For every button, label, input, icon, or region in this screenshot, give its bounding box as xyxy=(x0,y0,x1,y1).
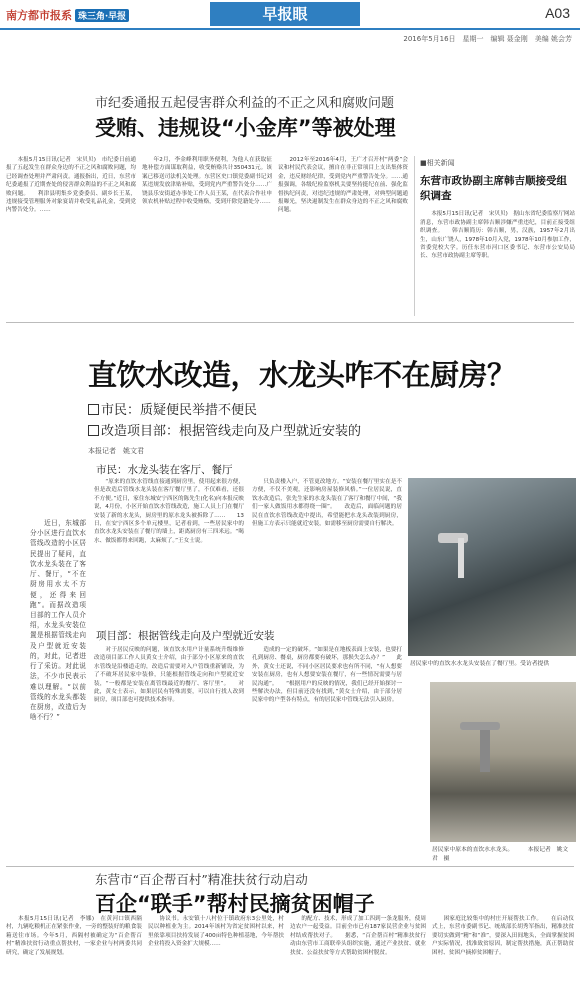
story2-col3: 对于居民反映的问题，该直饮水用户计量系统升级维修改造项目部工作人员黄女士介绍，由于部分小区原来的直饮水管线是沿楼道走的，改造后需要对入户管线重新铺设，为了不破坏居民家中装修，只能根据管线走向和户型就近安装，“一般都是安装在离管线最近的餐厅、客厅里”。 对此，黄女士表示，如果居民有特殊需要，可以自行找人改到厨房，项目部也可提供技术指导。 xyxy=(94,647,244,704)
masthead-rule xyxy=(0,28,580,30)
faucet-shape xyxy=(460,722,500,730)
faucet-pipe xyxy=(458,538,464,578)
related-headline: 东营市政协副主席韩吉顺接受组织调查 xyxy=(420,175,567,203)
story2-col1: “原来的直饮水管线直接通到厨房里，使用起来很方便，但是改造后管线水龙头装在客厅餐厅里了，不仅难看，还很不方便。”近日，家住东城安宁西区的陈先生(化名)向本报反映说，4月份，小区开始直饮水管线改造，施工人员上门在餐厅安装了新的水龙头，厨房里的原水龙头被拆除了…… 13日，在安宁西区多个单元楼里，记者看到，一些居民家中的直饮水龙头安装在了餐厅的墙上，距离厨房有三四米远。“喝水、做饭都得来回跑，太麻烦了。”王女士说。 xyxy=(94,479,244,544)
label-project: 项目部：根据管线走向及户型就近安装 xyxy=(96,630,275,642)
page-number: A03 xyxy=(545,5,570,21)
story2-sub2 xyxy=(88,420,361,439)
story2-sub1-text: 市民：质疑便民举措不便民 xyxy=(101,403,258,418)
label-citizen: 市民：水龙头装在客厅、餐厅 xyxy=(96,464,233,476)
story2-sub2-text: 改造项目部：根据管线走向及户型就近安装的 xyxy=(101,424,362,439)
story3-headline: 百企“联手”帮村民摘贫困帽子 xyxy=(95,892,375,916)
story2-col4: 造成的一定的破坏。“如果是在地板表面上安装，也要打孔到厨房、餐桌，厨房都要有破坏，那损失怎么办？” 此外，黄女士还说，不同小区居民要求也有所不同，“有人想要安装在厨房，也有人想要安装在餐厅，有一些情况需要与居民沟通”。 “根据用户的反映的情况，我们已经开始探讨一些解决办法，但目前还没有找到，”黄女士介绍，由于部分居民家中的户型各有特点，有的居民家中管线无法引入厨房。 xyxy=(252,647,402,704)
story3-col1: 本报5月15日讯(记者 李娜) 在黄河口镇西隔村，九辆吃粮机正在紧张作业，一旁的整装好的粮食装箱送往市场。今年5月，西隔村被确定为“百企帮百村”精准扶贫行动重点帮扶村，一家企业与村两委共同研究，确定了发展规划。 xyxy=(6,916,142,956)
story1-col2: 年2月，李金峰利用职务便利，为他人在获取征地补偿方面谋取利益，收受贿赂共计350431元。该案已移送司法机关处理。东营区史口镇党委副书记刘某违规发放津贴补贴，受到党内严重警告处分……广饶县乐安街道办事处工作人员王某，在代表合作社申领农机补贴过程中收受贿赂，受到开除党籍处分…… xyxy=(142,157,272,205)
story1-col1: 本报5月15日讯(记者 宋贝贝) 市纪委日前通报了五起发生在群众身边的不正之风和腐败问题，均已经调查处理并严肃问责。通报指出，近日，东营市纪委通报了近期查处的侵害群众利益的不正之风和腐败问题。 利津县明集乡党委委员、副乡长王某，违规接受管理服务对象宴请并收受礼品礼金，受到党内警告处分。…… xyxy=(6,157,136,214)
story1-kicker: 市纪委通报五起侵害群众利益的不正之风和腐败问题 xyxy=(95,96,395,111)
dateline: 2016年5月16日 星期一 编辑 聂金刚 美编 姚会芳 xyxy=(403,35,572,43)
story2-sidebar: 近日，东城部分小区进行直饮水管线改造的小区居民提出了疑问，直饮水龙头装在了客厅、餐厅，“不在厨房用水太不方便，还得来回跑”。而据改造项目部的工作人员介绍，水龙头安装位置是根据管线走向及户型就近安装的，对此，记者进行了采访。对此说法，不少市民表示难以理解。“以前管线的水龙头都装在厨房，改造后为啥不行？” xyxy=(30,519,86,722)
story2-headline: 直饮水改造，水龙头咋不在厨房？ xyxy=(88,358,516,392)
newspaper-logo xyxy=(6,7,129,23)
story3-col2: 协议书。永安镇十八村位于镇政府东3公里处，村民以种植业为主。2014年该村为省定贫困村以来，村里依靠项目扶持发展了400亩特色种植基地，今年帮扶企业将投入资金扩大规模…… xyxy=(148,916,284,948)
checkbox-square-icon xyxy=(88,404,99,415)
story3-col4: 困家庭比较集中的村庄开展帮扶工作。 在启动仪式上，东营市委副书记、统战部长胡秀军指出，精准扶贫要切实做到“精”和“准”，要深入田间地头，全面掌握贫困户实际情况，找准致贫原因，制定帮扶措施，真正帮助贫困村、贫困户摘掉贫困帽子。 xyxy=(432,916,574,956)
photo1-caption: 居民家中的直饮水水龙头安装在了餐厅里。受访者提供 xyxy=(410,661,550,667)
masthead xyxy=(0,0,580,30)
story2-col2: 只负责楼入户，不管更改地方。“安装在餐厅里实在是不方便，不仅不美观，还影响房屋装修风格。”一位居民说，直饮水改造后，张先生家的水龙头装在了客厅和餐厅中间，“我们一家人做饭用水都得绕一圈”。 改造后，面临问题的居民在直饮水管线改造中提出，希望能把水龙头改装到厨房，但施工方表示只能就近安装，如需移至厨房需要自行解决。 xyxy=(252,479,402,527)
story1-headline: 受贿、违规设“小金库”等被处理 xyxy=(95,116,396,140)
faucet-photo-dining xyxy=(408,478,576,656)
divider xyxy=(6,322,574,323)
related-text: 本报5月15日讯(记者 宋贝贝) 据山东省纪委监察厅网站消息，东营市政协副主席韩吉顺涉嫌严重违纪，目前正接受组织调查。 韩吉顺简历：韩吉顺，男，汉族，1957年2月出生，山东广饶人，1978年10月入党，1978年10月参加工作，省委党校大学。历任东营市河口区委书记、东营市公安局局长、东营市政协副主席等职。 xyxy=(420,211,575,260)
story2-byline: 本报记者 姚文君 xyxy=(88,447,144,455)
faucet-photo-original xyxy=(430,682,576,842)
story3-col3: 的配方、技术，形成了加工四到一条龙服务，使周边农户一起受益。目前全市已有187家民营企业与贫困村结成帮扶对子。 据悉，“百企帮百村”精准扶贫行动由东营市工商联牵头组织实施，通过产业扶贫、就业扶贫、公益扶贫等方式帮助贫困村脱贫。 xyxy=(290,916,426,956)
logo-text: 南方都市报系 xyxy=(6,9,72,22)
photo2-caption: 居民家中原本的直饮水水龙头。 本报记者 姚文君 摄 xyxy=(432,847,569,862)
related-label: ■相关新闻 xyxy=(420,159,455,167)
section-title: 早报眼 xyxy=(210,2,360,26)
divider xyxy=(6,866,574,867)
logo-badge: 珠三角·早报 xyxy=(75,9,129,22)
story3-kicker: 东营市“百企帮百村”精准扶贫行动启动 xyxy=(95,872,308,887)
story2-sub1 xyxy=(88,399,257,418)
related-news xyxy=(420,158,575,318)
column-divider xyxy=(414,156,415,316)
story1-col3: 2012年至2016年4月，王广才召开村“两委”会议和村民代表会议，擅自在非正常项目上支出集体资金，违反财经纪律，受到党内严重警告处分。……通报强调，各级纪检监察机关要坚持挺纪在前、强化监督执纪问责，对违纪违规的严肃处理，对典型问题通报曝光，坚决遏制发生在群众身边的不正之风和腐败问题。 xyxy=(278,157,408,214)
checkbox-square-icon xyxy=(88,425,99,436)
